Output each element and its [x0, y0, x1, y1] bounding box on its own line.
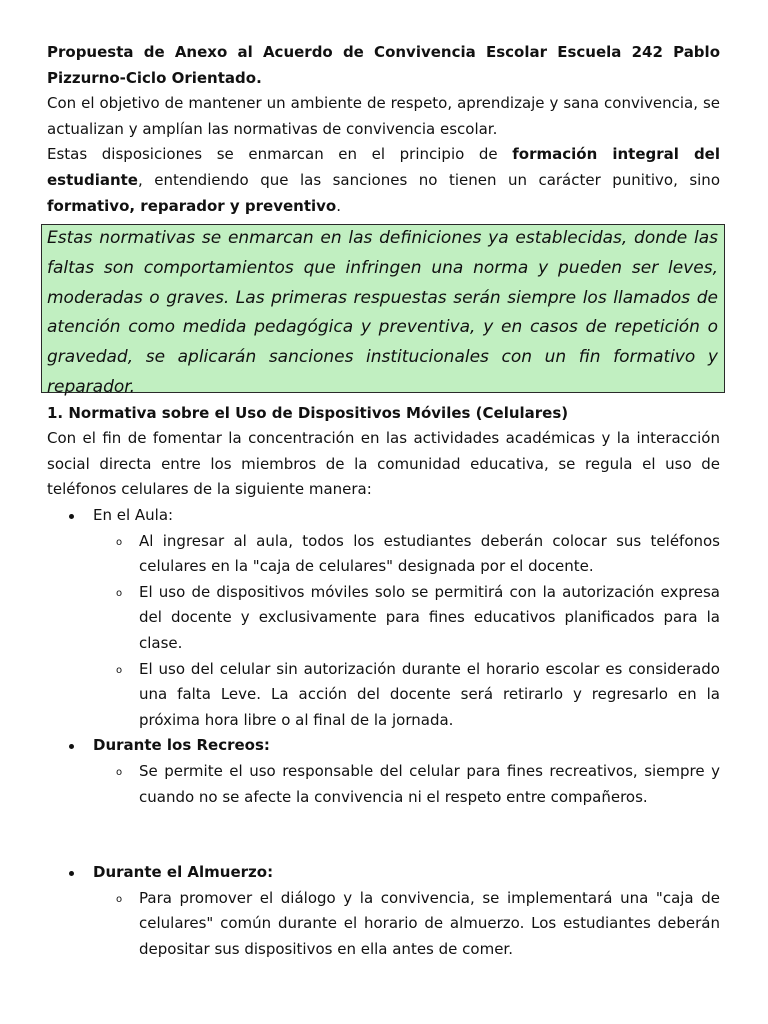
list-item-label: Durante los Recreos:: [93, 736, 270, 755]
document-header: [47, 40, 720, 219]
principle-paragraph: [47, 142, 720, 219]
list-item-recreos: [47, 733, 720, 759]
intro-paragraph: Con el objetivo de mantener un ambiente de respeto, aprendizaje y sana convivencia, se actualizan y amplían las normativas de convivencia escolar.: [47, 94, 720, 138]
section-1-title: 1. Normativa sobre el Uso de Dispositivos Móviles (Celulares): [47, 404, 569, 422]
document-title: Propuesta de Anexo al Acuerdo de Convivencia Escolar Escuela 242 Pablo Pizzurno-Ciclo Orientado.: [47, 43, 720, 87]
list-item-label: Durante el Almuerzo:: [93, 863, 274, 881]
principle-bold-1: formación integral del estudiante: [47, 145, 721, 189]
sub-list-item-text: Para promover el diálogo y la convivencia, se implementará una "caja de celulares" común durante el horario de almuerzo. Los estudiantes deberán depositar sus dispositivos en ella antes de comer.: [139, 888, 720, 958]
rules-list-aula: [47, 503, 720, 810]
bullet-icon: [69, 514, 74, 519]
sub-list-item-text: Al ingresar al aula, todos los estudiantes deberán colocar sus teléfonos celulares en la "caja de celulares" designada por el docente.: [139, 531, 720, 576]
circle-bullet-icon: o: [116, 766, 123, 778]
principle-text-1: Estas disposiciones se enmarcan en el principio de: [47, 145, 513, 164]
highlighted-note-box: [41, 224, 725, 397]
section-1-intro: Con el fin de fomentar la concentración en las actividades académicas y la interacción social directa entre los miembros de la comunidad educativa, se regula el uso de teléfonos celulares de la siguiente manera:: [47, 429, 720, 499]
circle-bullet-icon: o: [116, 587, 123, 599]
sub-list-item-text: Se permite el uso responsable del celular para fines recreativos, siempre y cuando no se afecte la convivencia ni el respeto entre compañeros.: [139, 761, 720, 806]
sub-list-item: [47, 529, 720, 580]
bullet-icon: [69, 744, 74, 749]
rules-list-almuerzo: [47, 860, 720, 962]
list-item-label: En el Aula:: [93, 506, 174, 524]
list-item-almuerzo: [47, 860, 720, 886]
principle-text-2: , entendiendo que las sanciones no tienen un carácter punitivo, sino: [137, 170, 720, 189]
highlighted-note-text: Estas normativas se enmarcan en las definiciones ya establecidas, donde las faltas son comportamientos que infringen una norma y pueden ser leves, moderadas o graves. Las primeras respuestas serán siempre los llamados de atención como medida pedagógica y preventiva, y en casos de repetición o gravedad, se aplicarán sanciones institucionales con un fin formativo y reparador.: [47, 228, 718, 397]
circle-bullet-icon: o: [116, 664, 123, 676]
sub-list-item: [47, 657, 720, 734]
circle-bullet-icon: o: [116, 536, 123, 548]
principle-text-3: .: [336, 196, 342, 215]
sub-list-item-text: El uso de dispositivos móviles solo se permitirá con la autorización expresa del docente y exclusivamente para fines educativos planificados para la clase.: [139, 582, 720, 652]
sub-list-item: [47, 580, 720, 657]
sub-list-item: [47, 759, 720, 810]
list-item-aula: [47, 503, 720, 529]
principle-bold-2: formativo, reparador y preventivo: [47, 196, 337, 215]
circle-bullet-icon: o: [116, 893, 123, 905]
sub-list-item-text: El uso del celular sin autorización durante el horario escolar es considerado una falta Leve. La acción del docente será retirarlo y regresarlo en la próxima hora libre o al final de la jornada.: [139, 659, 720, 729]
sub-list-item: [47, 886, 720, 963]
bullet-icon: [69, 871, 74, 876]
